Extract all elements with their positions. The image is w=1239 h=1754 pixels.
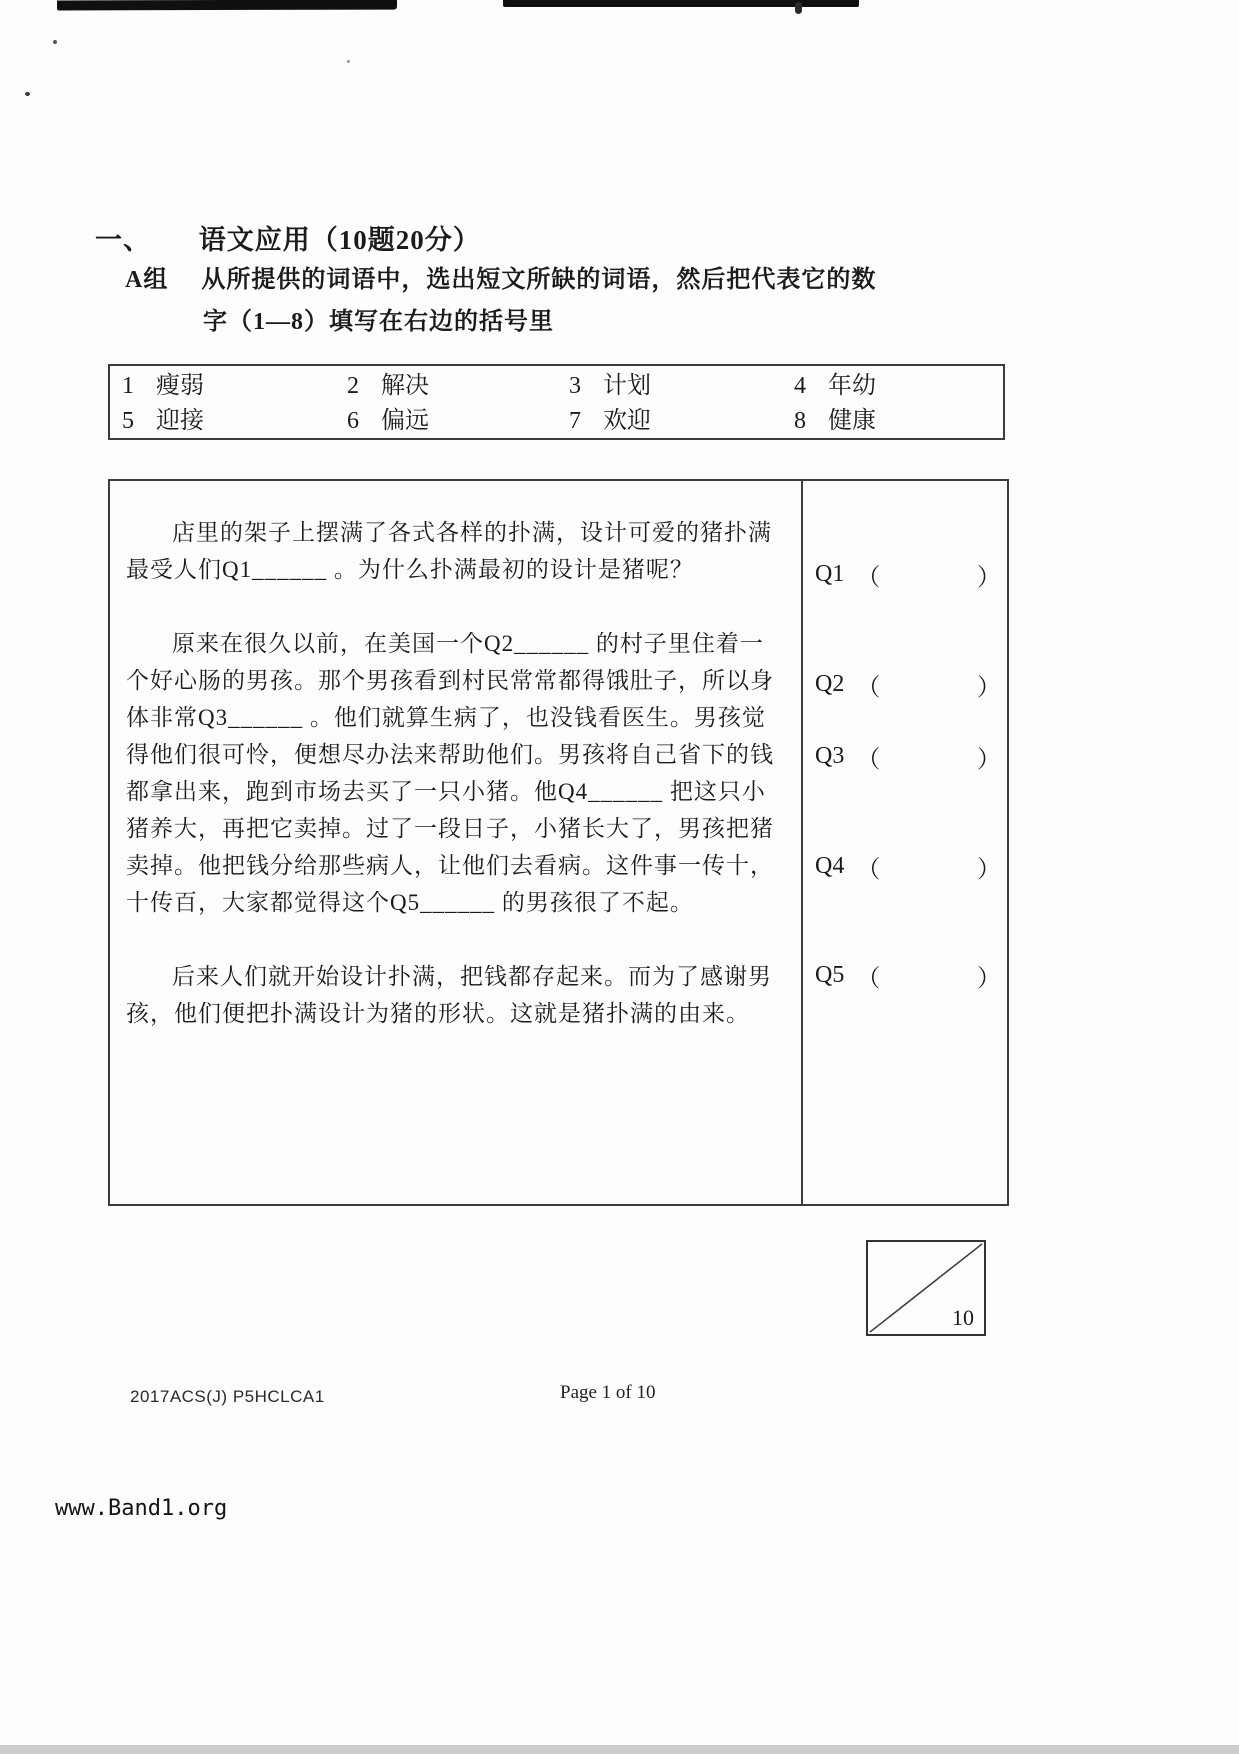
answer-label: Q2 [815, 671, 845, 697]
scan-artifact-top-bar-left [57, 0, 397, 10]
close-paren: ） [977, 675, 1001, 701]
open-paren: （ [856, 565, 881, 591]
answer-label: Q5 [815, 962, 845, 988]
word-bank-item [122, 369, 347, 404]
word-bank-item [347, 404, 569, 439]
answer-label: Q3 [815, 743, 845, 769]
instruction-line-1 [125, 259, 876, 294]
answer-slot-q5 [815, 958, 1001, 993]
passage-box [108, 479, 1009, 1206]
open-paren: （ [856, 675, 881, 701]
answer-column-divider [801, 481, 803, 1204]
word-bank-item [794, 369, 1003, 404]
word-bank-row [122, 404, 1003, 439]
word-text: 计划 [603, 373, 651, 399]
passage-paragraph: 原来在很久以前，在美国一个Q2______ 的村子里住着一个好心肠的男孩。那个男孩看到村民常常都得饿肚子，所以身体非常Q3______ 。他们就算生病了，也没钱看医生。男孩觉得他们很可怜，便想尽办法来帮助他们。男孩将自己省下的钱都拿出来，跑到市场去买了一只小猪。他Q4______ 把这只小猪养大，再把它卖掉。过了一段日子，小猪长大了，男孩把猪卖掉。他把钱分给那些病人，让他们去看病。这件事一传十，十传百，大家都觉得这个Q5______ 的男孩很了不起。 [126, 631, 774, 915]
word-bank [108, 364, 1005, 440]
word-number: 7 [569, 408, 581, 434]
word-number: 3 [569, 373, 581, 399]
site-watermark: www.Band1.org [55, 1496, 228, 1521]
group-label: A组 [125, 267, 169, 293]
answer-slot-q4 [815, 849, 1001, 884]
section-title: 语文应用（10题20分） [198, 225, 481, 255]
scan-artifact-top-bar-right [503, 0, 859, 7]
close-paren: ） [977, 857, 1001, 883]
open-paren: （ [856, 966, 881, 992]
word-bank-item [347, 369, 569, 404]
scan-artifact-dot [53, 40, 57, 44]
word-text: 瘦弱 [156, 373, 204, 399]
open-paren: （ [856, 857, 881, 883]
footer-doc-code: 2017ACS(J) P5HCLCA1 [130, 1387, 325, 1406]
word-text: 迎接 [156, 408, 204, 434]
word-number: 2 [347, 373, 359, 399]
answer-label: Q1 [815, 561, 845, 587]
word-number: 5 [122, 408, 134, 434]
answer-slot-q3 [815, 739, 1001, 774]
word-number: 8 [794, 408, 806, 434]
word-bank-row [122, 369, 1003, 404]
answer-slot-q2 [815, 667, 1001, 702]
word-number: 6 [347, 408, 359, 434]
section-heading [95, 218, 481, 257]
word-bank-item [122, 404, 347, 439]
passage-paragraph: 后来人们就开始设计扑满，把钱都存起来。而为了感谢男孩，他们便把扑满设计为猪的形状。这就是猪扑满的由来。 [126, 964, 772, 1026]
instruction-text-2: 字（1—8）填写在右边的括号里 [203, 309, 554, 335]
word-text: 年幼 [828, 373, 876, 399]
section-number: 一、 [95, 225, 151, 255]
word-bank-item [569, 404, 794, 439]
word-number: 4 [794, 373, 806, 399]
instruction-line-2 [203, 301, 554, 336]
word-bank-item [794, 404, 1003, 439]
passage-paragraph: 店里的架子上摆满了各式各样的扑满，设计可爱的猪扑满最受人们Q1______ 。为什么扑满最初的设计是猪呢？ [126, 520, 772, 582]
scan-artifact-bottom-edge [0, 1745, 1239, 1754]
word-number: 1 [122, 373, 134, 399]
scan-artifact-dot [347, 60, 350, 63]
score-max-value: 10 [952, 1305, 974, 1330]
score-box [866, 1240, 986, 1336]
word-text: 偏远 [381, 408, 429, 434]
close-paren: ） [977, 565, 1001, 591]
word-text: 解决 [381, 373, 429, 399]
scan-artifact-dot [25, 92, 30, 96]
word-text: 欢迎 [603, 408, 651, 434]
word-text: 健康 [828, 408, 876, 434]
close-paren: ） [977, 747, 1001, 773]
open-paren: （ [856, 747, 881, 773]
answer-label: Q4 [815, 853, 845, 879]
scan-artifact-speck [795, 2, 802, 14]
answer-slot-q1 [815, 557, 1001, 592]
footer-page-number: Page 1 of 10 [560, 1382, 656, 1403]
close-paren: ） [977, 966, 1001, 992]
instruction-text-1: 从所提供的词语中，选出短文所缺的词语，然后把代表它的数 [201, 267, 877, 293]
word-bank-item [569, 369, 794, 404]
passage-text [110, 481, 801, 1069]
